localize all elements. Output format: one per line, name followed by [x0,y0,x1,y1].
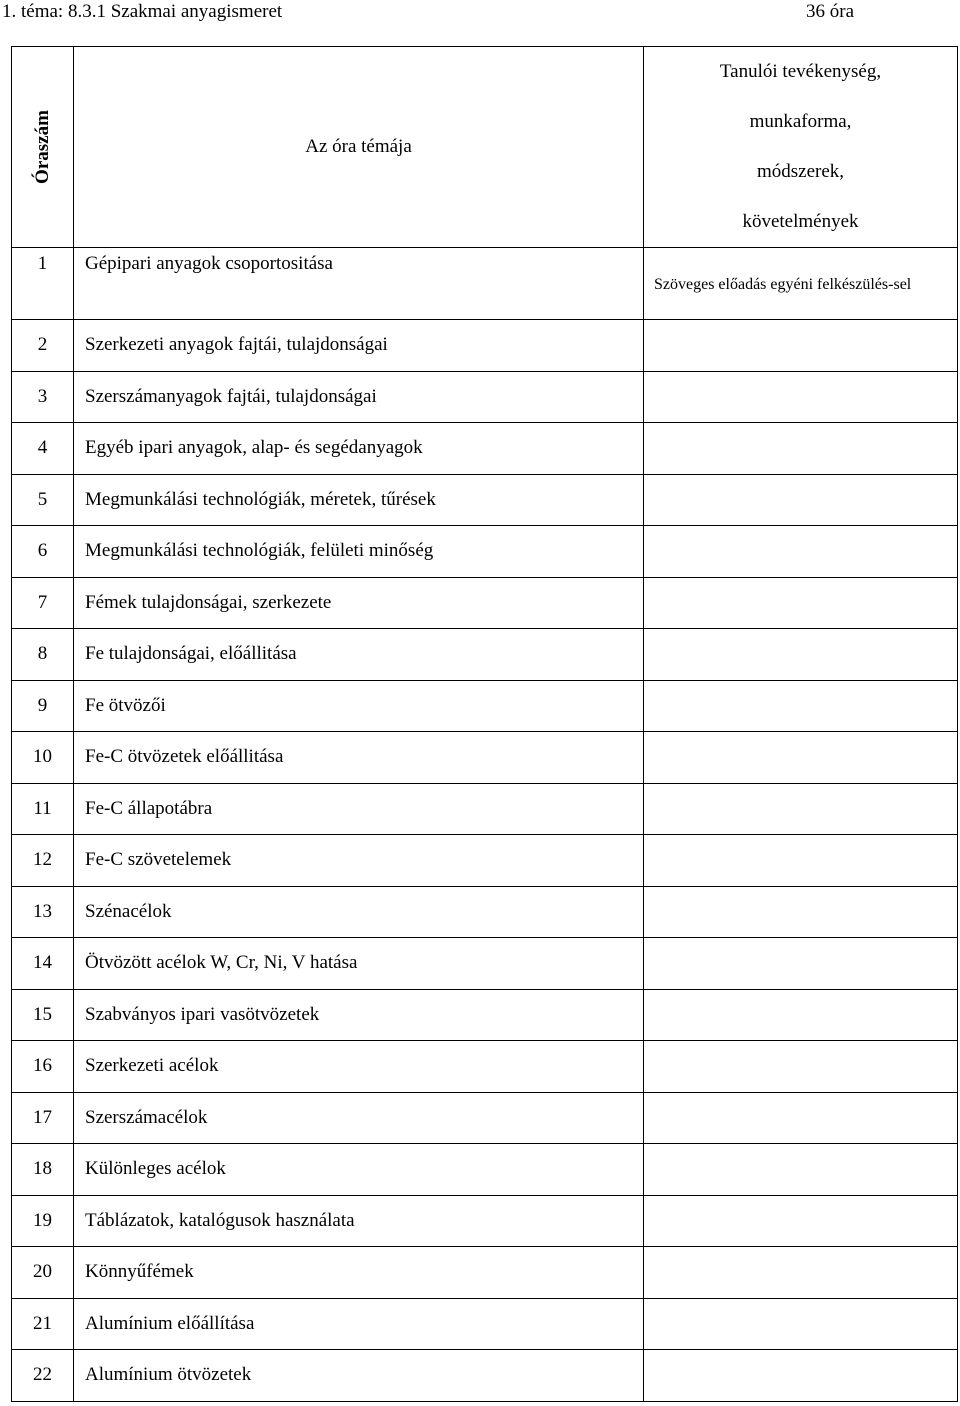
table-row [12,783,958,835]
table-row [12,938,958,990]
table-row [12,1041,958,1093]
row-activity [644,989,958,1041]
row-topic: Megmunkálási technológiák, méretek, tűrések [74,474,644,526]
row-topic: Fe ötvözői [74,680,644,732]
header-hours-label: Óraszám [31,110,53,184]
table-row [12,886,958,938]
header-activity [644,47,958,248]
row-hour-number: 4 [12,423,74,475]
row-topic: Szerszámanyagok fajtái, tulajdonságai [74,371,644,423]
row-topic: Alumínium előállítása [74,1298,644,1350]
table-row [12,526,958,578]
row-activity [644,474,958,526]
row-activity [644,320,958,372]
header-activity-line: módszerek, [756,161,845,182]
table-row [12,1247,958,1299]
header-hours [12,47,74,248]
table-row [12,577,958,629]
table-row [12,989,958,1041]
row-activity: Szöveges előadás egyéni felkészülés-sel [644,248,958,320]
row-topic: Szénacélok [74,886,644,938]
row-hour-number: 5 [12,474,74,526]
table-row [12,1144,958,1196]
header-topic: Az óra témája [74,47,644,248]
row-activity [644,371,958,423]
header-activity-line: munkaforma, [749,111,852,132]
row-activity [644,1144,958,1196]
row-topic: Fe-C állapotábra [74,783,644,835]
row-hour-number: 3 [12,371,74,423]
table-row [12,320,958,372]
row-activity [644,1298,958,1350]
row-hour-number: 12 [12,835,74,887]
row-hour-number: 1 [12,248,74,320]
row-activity [644,886,958,938]
row-topic: Táblázatok, katalógusok használata [74,1195,644,1247]
row-topic: Szabványos ipari vasötvözetek [74,989,644,1041]
row-activity [644,783,958,835]
hours-total: 36 óra [806,1,855,22]
table-row [12,423,958,475]
row-hour-number: 22 [12,1350,74,1402]
row-hour-number: 6 [12,526,74,578]
table-row [12,1092,958,1144]
table-row [12,1195,958,1247]
row-topic: Alumínium ötvözetek [74,1350,644,1402]
row-activity [644,1041,958,1093]
row-topic: Megmunkálási technológiák, felületi minőség [74,526,644,578]
row-hour-number: 16 [12,1041,74,1093]
section-title: 1. téma: 8.3.1 Szakmai anyagismeret [2,1,283,22]
row-hour-number: 17 [12,1092,74,1144]
row-topic: Fe-C szövetelemek [74,835,644,887]
row-activity [644,1350,958,1402]
row-hour-number: 15 [12,989,74,1041]
row-hour-number: 19 [12,1195,74,1247]
row-activity [644,1092,958,1144]
table-row [12,474,958,526]
row-topic: Fe tulajdonságai, előállitása [74,629,644,681]
header-activity-line: Tanulói tevékenység, [719,61,882,82]
row-activity [644,680,958,732]
table-header-row [12,47,958,248]
row-topic: Különleges acélok [74,1144,644,1196]
row-activity [644,577,958,629]
document-header [0,0,960,24]
table-row [12,680,958,732]
row-activity [644,629,958,681]
table-row [12,1298,958,1350]
row-topic: Fémek tulajdonságai, szerkezete [74,577,644,629]
row-activity [644,938,958,990]
lesson-plan-table [11,46,958,1402]
row-topic: Fe-C ötvözetek előállitása [74,732,644,784]
row-hour-number: 20 [12,1247,74,1299]
row-hour-number: 21 [12,1298,74,1350]
row-activity [644,835,958,887]
row-hour-number: 9 [12,680,74,732]
table-row [12,835,958,887]
table-row [12,732,958,784]
row-activity [644,423,958,475]
row-hour-number: 18 [12,1144,74,1196]
row-activity [644,1195,958,1247]
row-activity [644,1247,958,1299]
row-hour-number: 14 [12,938,74,990]
row-topic: Szerkezeti acélok [74,1041,644,1093]
row-topic: Szerkezeti anyagok fajtái, tulajdonságai [74,320,644,372]
table-row [12,371,958,423]
row-hour-number: 13 [12,886,74,938]
row-activity [644,732,958,784]
table-row [12,248,958,320]
table-row [12,1350,958,1402]
row-hour-number: 10 [12,732,74,784]
row-hour-number: 8 [12,629,74,681]
row-topic: Gépipari anyagok csoportositása [74,248,644,320]
row-activity [644,526,958,578]
header-activity-line: követelmények [742,211,859,232]
row-hour-number: 11 [12,783,74,835]
row-topic: Egyéb ipari anyagok, alap- és segédanyagok [74,423,644,475]
row-topic: Szerszámacélok [74,1092,644,1144]
table-row [12,629,958,681]
row-topic: Ötvözött acélok W, Cr, Ni, V hatása [74,938,644,990]
row-hour-number: 7 [12,577,74,629]
row-topic: Könnyűfémek [74,1247,644,1299]
row-hour-number: 2 [12,320,74,372]
